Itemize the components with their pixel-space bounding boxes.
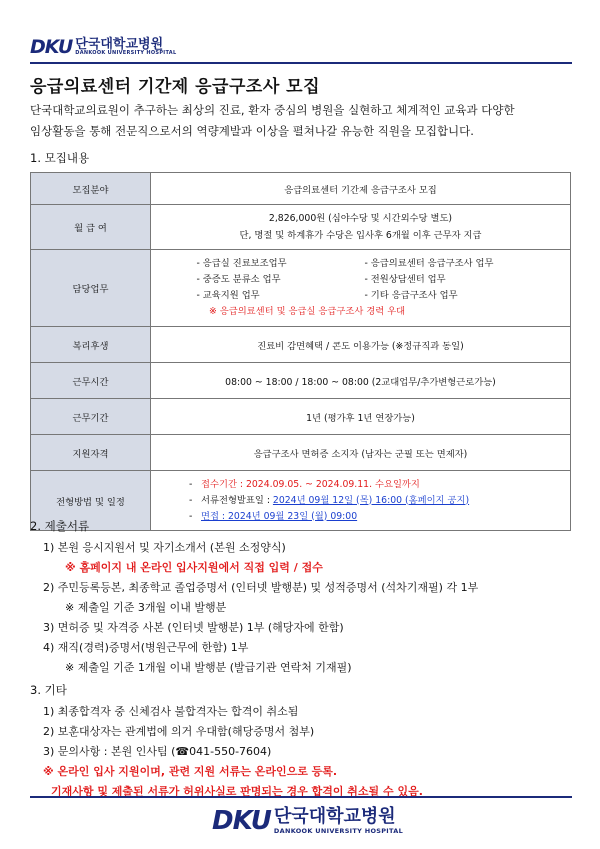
etc-list: [43, 702, 423, 802]
intro-line: 임상활동을 통해 전문직으로서의 역량계발과 이상을 펼쳐나갈 유능한 직원을 모집합니다.: [30, 124, 474, 138]
row-label-welfare: 복리후생: [31, 327, 151, 363]
row-value-field: 응급의료센터 기간제 응급구조사 모집: [151, 173, 571, 205]
schedule-interview: - 면접 : 2024년 09월 23일 (월) 09:00: [189, 510, 358, 522]
interview-date: 면접 : 2024년 09월 23일 (월) 09:00: [201, 510, 358, 522]
row-label-duty: 담당업무: [31, 250, 151, 327]
duty-item: - 전원상담센터 업무: [364, 274, 446, 285]
row-label-period: 근무기간: [31, 399, 151, 435]
row-label-field: 모집분야: [31, 173, 151, 205]
row-label-qualification: 지원자격: [31, 435, 151, 471]
list-item: 1) 최종합격자 중 신체검사 불합격자는 합격이 취소됨: [43, 705, 299, 718]
page-title: 응급의료센터 기간제 응급구조사 모집: [30, 77, 321, 97]
row-value-period: 1년 (평가후 1년 연장가능): [151, 399, 571, 435]
list-note: ※ 제출일 기준 3개월 이내 발행분: [65, 601, 227, 614]
list-note: ※ 제출일 기준 1개월 이내 발행분 (발급기관 연락처 기재필): [65, 661, 352, 674]
row-label-hours: 근무시간: [31, 363, 151, 399]
row-value-welfare: 진료비 감면혜택 / 콘도 이용가능 (※정규직과 동일): [151, 327, 571, 363]
recruitment-table: [30, 172, 571, 531]
table-row: [31, 399, 571, 435]
dku-logo-mark: DKU: [30, 36, 73, 58]
schedule-receipt: - 접수기간 : 2024.09.05. ~ 2024.09.11. 수요일까지: [189, 478, 420, 490]
hospital-logo-bottom: [212, 806, 403, 836]
table-row: [31, 205, 571, 250]
list-item: 1) 본원 응시지원서 및 자기소개서 (본원 소정양식): [43, 541, 286, 554]
salary-note: 단, 명절 및 하계휴가 수당은 입사후 6개월 이후 근무자 지급: [239, 230, 482, 241]
receipt-period: 접수기간 : 2024.09.05. ~ 2024.09.11. 수요일까지: [201, 478, 420, 490]
table-row: [31, 327, 571, 363]
intro-paragraph: [30, 100, 575, 142]
row-label-salary: 월 급 여: [31, 205, 151, 250]
hospital-logo-top: [30, 36, 176, 58]
duty-item: - 응급실 진료보조업무: [196, 258, 287, 269]
schedule-announce: - 서류전형발표일 : 2024년 09월 12일 (목) 16:00 (홈페이지 공지): [189, 494, 470, 506]
row-label-schedule: 전형방법 및 일정: [31, 471, 151, 531]
logo-english-name: DANKOOK UNIVERSITY HOSPITAL: [75, 50, 177, 56]
footer-divider: [30, 796, 572, 798]
logo-korean-name: 단국대학교병원: [273, 805, 396, 827]
table-row: [31, 435, 571, 471]
duty-line: [151, 288, 570, 304]
row-value-salary: [151, 205, 571, 250]
list-item: 2) 보훈대상자는 관계법에 의거 우대함(해당증명서 첨부): [43, 725, 315, 738]
row-value-hours: 08:00 ~ 18:00 / 18:00 ~ 08:00 (2교대업무/추가변형근로가능): [151, 363, 571, 399]
dku-logo-mark: DKU: [212, 806, 271, 836]
list-item: 2) 주민등록등본, 최종학교 졸업증명서 (인터넷 발행분) 및 성적증명서 (석차기재필) 각 1부: [43, 581, 479, 594]
duty-item: - 교육지원 업무: [196, 290, 260, 301]
table-row: [31, 250, 571, 327]
row-value-duty: [151, 250, 571, 327]
duty-item: - 기타 응급구조사 업무: [364, 290, 458, 301]
section-heading-etc: 3. 기타: [30, 683, 67, 697]
table-row: [31, 471, 571, 531]
warning-line: ※ 온라인 입사 지원이며, 관련 지원 서류는 온라인으로 등록.: [43, 765, 338, 778]
list-item: 3) 문의사항 : 본원 인사팀 (☎041-550-7604): [43, 745, 272, 758]
duty-item: - 응급의료센터 응급구조사 업무: [364, 258, 494, 269]
duty-preference-note: ※ 응급의료센터 및 응급실 응급구조사 경력 우대: [209, 306, 406, 317]
duty-line: [151, 256, 570, 272]
row-value-qualification: 응급구조사 면허증 소지자 (남자는 군필 또는 면제자): [151, 435, 571, 471]
duty-line: [151, 272, 570, 288]
salary-amount: 2,826,000원 (심야수당 및 시간외수당 별도): [268, 213, 453, 224]
section-heading-documents: 2. 제출서류: [30, 519, 90, 533]
documents-list: [43, 538, 478, 678]
logo-korean-name: 단국대학교병원: [75, 37, 164, 52]
logo-english-name: DANKOOK UNIVERSITY HOSPITAL: [273, 826, 404, 835]
row-value-schedule: [151, 471, 571, 531]
announce-label: 서류전형발표일 :: [201, 494, 270, 506]
table-row: [31, 363, 571, 399]
list-item: 4) 재직(경력)증명서(병원근무에 한함) 1부: [43, 641, 249, 654]
list-item: 3) 면허증 및 자격증 사본 (인터넷 발행분) 1부 (해당자에 한함): [43, 621, 344, 634]
table-row: [31, 173, 571, 205]
duty-item: - 중증도 분류소 업무: [196, 274, 281, 285]
intro-line: 단국대학교의료원이 추구하는 최상의 진료, 환자 중심의 병원을 실현하고 체계적인 교육과 다양한: [30, 103, 515, 117]
warning-line: 기재사항 및 제출된 서류가 허위사실로 판명되는 경우 합격이 취소될 수 있음.: [51, 785, 423, 798]
section-heading-recruitment: 1. 모집내용: [30, 151, 90, 165]
list-note: ※ 홈페이지 내 온라인 입사지원에서 직접 입력 / 접수: [65, 561, 323, 574]
announce-date: 2024년 09월 12일 (목) 16:00 (홈페이지 공지): [272, 494, 470, 506]
header-divider: [30, 62, 572, 64]
